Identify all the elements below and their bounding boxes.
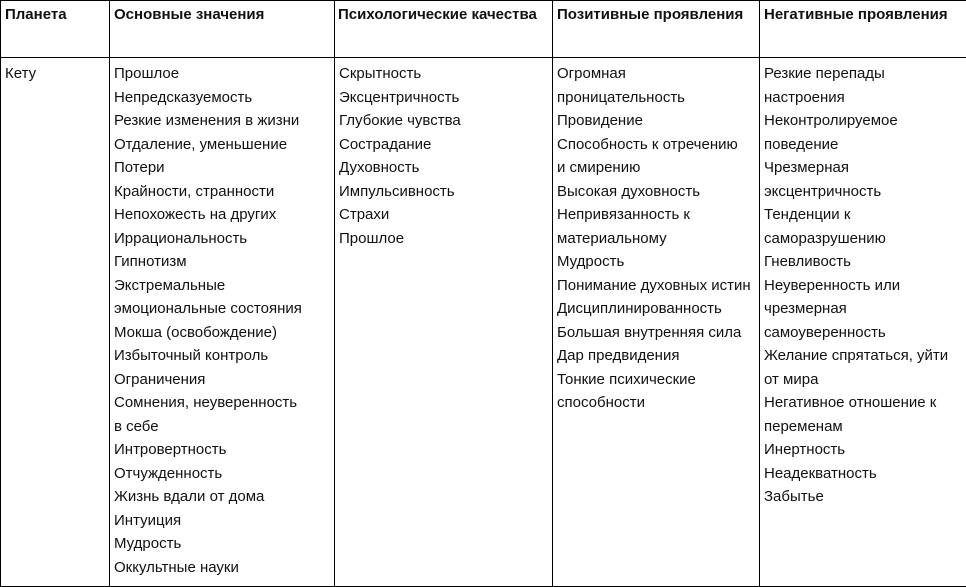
list-item: Гневливость xyxy=(764,253,851,270)
list-item: Интуиция xyxy=(114,511,182,529)
list-item: Скрытность xyxy=(339,65,422,82)
list-item: материальному xyxy=(557,229,667,247)
list-item: Способность к отречению xyxy=(557,135,738,153)
planet-name: Кету xyxy=(5,65,37,82)
header-psychological-qualities: Психологические качества xyxy=(335,1,553,58)
planet-cell xyxy=(1,58,110,587)
list-item: Неуверенность или xyxy=(764,276,901,294)
list-item: в себе xyxy=(114,417,159,435)
list-item: Интровертность xyxy=(114,441,227,458)
header-positive-manifestations: Позитивные проявления xyxy=(553,1,760,58)
list-item: Гипнотизм xyxy=(114,253,187,270)
list-item: от мира xyxy=(764,370,819,388)
header-main-meanings: Основные значения xyxy=(110,1,335,58)
main-meanings-cell xyxy=(110,58,335,587)
list-item: Сострадание xyxy=(339,135,432,153)
list-item: Духовность xyxy=(339,159,420,176)
list-item: эмоциональные состояния xyxy=(114,300,302,317)
list-item: Тенденции к xyxy=(764,206,851,223)
list-item: Отдаление, уменьшение xyxy=(114,135,288,153)
list-item: Неконтролируемое xyxy=(764,112,898,129)
list-item: Неадекватность xyxy=(764,464,877,482)
list-item: Ограничения xyxy=(114,370,206,388)
list-item: Импульсивность xyxy=(339,182,455,200)
list-item: саморазрушению xyxy=(764,229,886,247)
list-item: Крайности, странности xyxy=(114,182,275,200)
list-item: Чрезмерная xyxy=(764,159,849,176)
list-item: Прошлое xyxy=(114,65,180,82)
list-item: Дар предвидения xyxy=(557,347,680,364)
list-item: Резкие изменения в жизни xyxy=(114,112,300,129)
list-item: Большая внутренняя сила xyxy=(557,323,742,341)
list-item: Дисциплинированность xyxy=(557,300,722,317)
list-item: Понимание духовных истин xyxy=(557,276,751,294)
list-item: поведение xyxy=(764,135,839,153)
list-item: Мудрость xyxy=(114,535,182,552)
list-item: Инертность xyxy=(764,441,846,458)
negative-manifestations-cell xyxy=(760,58,966,587)
list-item: Огромная xyxy=(557,65,626,82)
list-item: Страхи xyxy=(339,206,390,223)
list-item: чрезмерная xyxy=(764,300,847,317)
table-row xyxy=(1,58,966,587)
list-item: самоуверенность xyxy=(764,323,886,341)
list-item: настроения xyxy=(764,88,845,106)
positive-manifestations-cell xyxy=(553,58,760,587)
header-negative-manifestations: Негативные проявления xyxy=(760,1,966,58)
list-item: способности xyxy=(557,394,645,411)
list-item: Потери xyxy=(114,159,165,176)
list-item: Мокша (освобождение) xyxy=(114,323,277,341)
list-item: Избыточный контроль xyxy=(114,347,269,364)
list-item: переменам xyxy=(764,417,843,435)
list-item: Сомнения, неуверенность xyxy=(114,394,298,411)
positive-manifestations-list xyxy=(553,58,759,415)
list-item: Глубокие чувства xyxy=(339,112,461,129)
list-item: Жизнь вдали от дома xyxy=(114,488,265,505)
list-item: Провидение xyxy=(557,112,643,129)
list-item: Иррациональность xyxy=(114,229,248,247)
list-item: Отчужденность xyxy=(114,464,223,482)
list-item: Резкие перепады xyxy=(764,65,885,82)
main-meanings-list xyxy=(110,58,334,579)
list-item: Тонкие психические xyxy=(557,370,696,388)
list-item: Забытье xyxy=(764,488,824,505)
list-item: Непохожесть на других xyxy=(114,206,277,223)
negative-manifestations-list xyxy=(760,58,966,509)
list-item: Желание спрятаться, уйти xyxy=(764,347,949,364)
list-item: и смирению xyxy=(557,159,641,176)
list-item: проницательность xyxy=(557,88,685,106)
list-item: Эксцентричность xyxy=(339,88,460,106)
list-item: Мудрость xyxy=(557,253,625,270)
list-item: Непредсказуемость xyxy=(114,88,253,106)
list-item: Экстремальные xyxy=(114,276,226,294)
list-item: Прошлое xyxy=(339,229,405,247)
header-row xyxy=(1,1,966,58)
psychological-qualities-list xyxy=(335,58,552,250)
list-item: Непривязанность к xyxy=(557,206,690,223)
list-item: эксцентричность xyxy=(764,182,882,200)
list-item: Оккультные науки xyxy=(114,558,239,576)
list-item: Высокая духовность xyxy=(557,182,701,200)
header-planet: Планета xyxy=(1,1,110,58)
psychological-qualities-cell xyxy=(335,58,553,587)
list-item: Негативное отношение к xyxy=(764,394,937,411)
